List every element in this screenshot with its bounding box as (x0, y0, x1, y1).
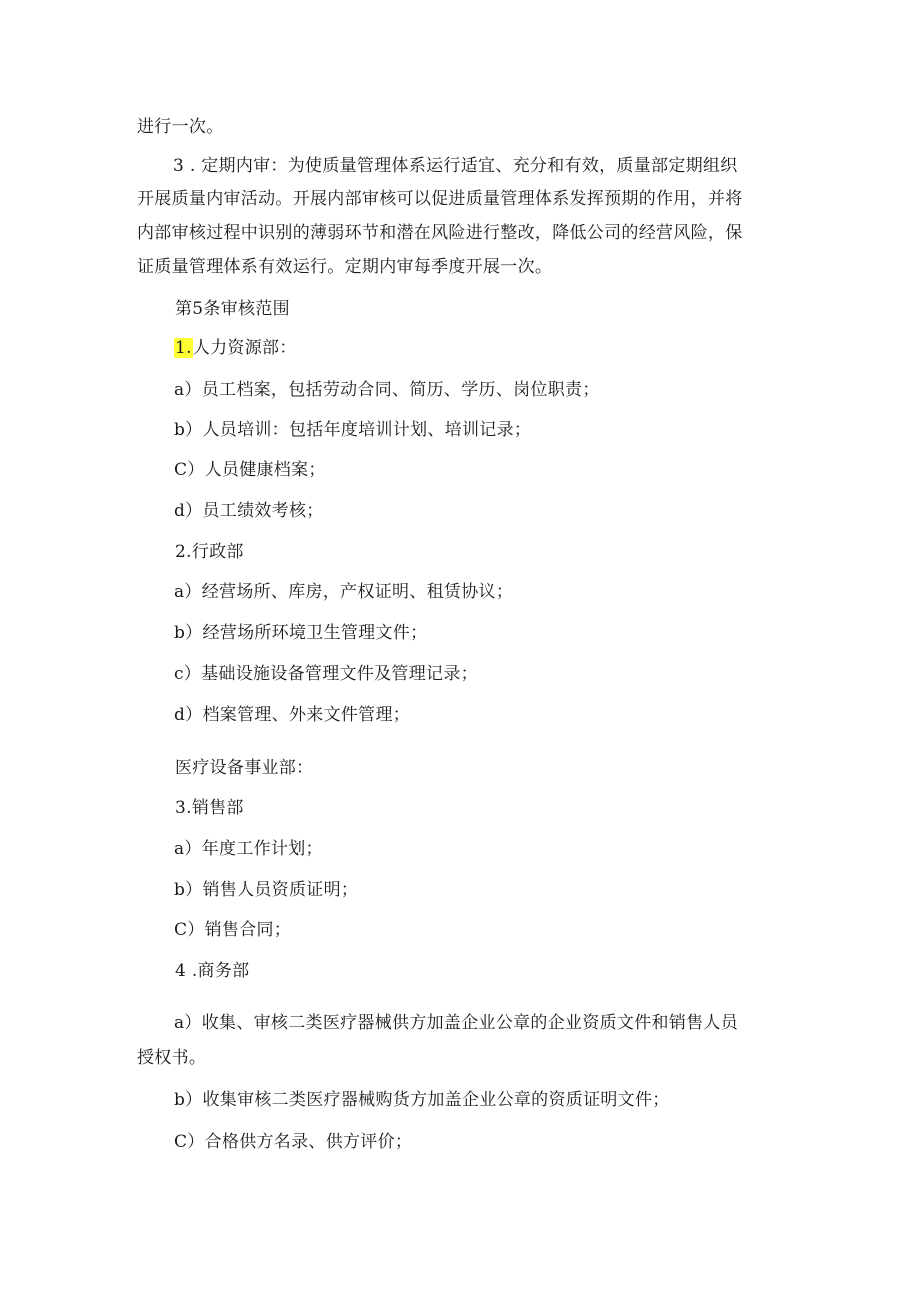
admin-item-b: b）经营场所环境卫生管理文件； (174, 623, 428, 643)
business-item-a-line-1: a）收集、审核二类医疗器械供方加盖企业公章的企业资质文件和销售人员 (174, 1013, 739, 1033)
admin-item-c: c）基础设施设备管理文件及管理记录； (174, 664, 478, 684)
hr-heading (174, 336, 297, 360)
hr-item-b: b）人员培训：包括年度培训计划、培训记录； (174, 420, 532, 440)
hr-item-d: d）员工绩效考核； (174, 501, 324, 521)
business-item-b: b）收集审核二类医疗器械购货方加盖企业公章的资质证明文件； (174, 1090, 670, 1110)
sales-item-a: a）年度工作计划； (174, 839, 323, 859)
section3-line-2: 开展质量内审活动。开展内部审核可以促进质量管理体系发挥预期的作用，并将 (137, 189, 743, 209)
sales-item-b: b）销售人员资质证明； (174, 880, 359, 900)
hr-number-highlight: 1. (175, 338, 192, 358)
hr-item-c: C）人员健康档案； (174, 460, 326, 480)
business-item-c: C）合格供方名录、供方评价； (174, 1132, 413, 1152)
admin-item-d: d）档案管理、外来文件管理； (174, 705, 411, 725)
sales-item-c: C）销售合同； (174, 920, 292, 940)
admin-item-a: a）经营场所、库房，产权证明、租赁协议； (174, 582, 514, 602)
sales-heading: 3.销售部 (175, 798, 244, 818)
section3-line-3: 内部审核过程中识别的薄弱环节和潜在风险进行整改，降低公司的经营风险，保 (137, 223, 743, 243)
hr-item-a: a）员工档案，包括劳动合同、简历、学历、岗位职责； (174, 380, 600, 400)
business-item-a-line-2: 授权书。 (137, 1048, 207, 1068)
section3-line-1: 3 . 定期内审：为使质量管理体系运行适宜、充分和有效，质量部定期组织 (173, 156, 738, 176)
med-division-heading: 医疗设备事业部： (175, 758, 314, 778)
admin-heading: 2.行政部 (175, 542, 244, 562)
hr-title: 人力资源部： (192, 338, 297, 358)
continuation-text: 进行一次。 (137, 117, 224, 137)
article5-title: 第5条审核范围 (175, 299, 290, 319)
section3-line-4: 证质量管理体系有效运行。定期内审每季度开展一次。 (137, 257, 553, 277)
business-heading: 4 .商务部 (175, 961, 250, 981)
